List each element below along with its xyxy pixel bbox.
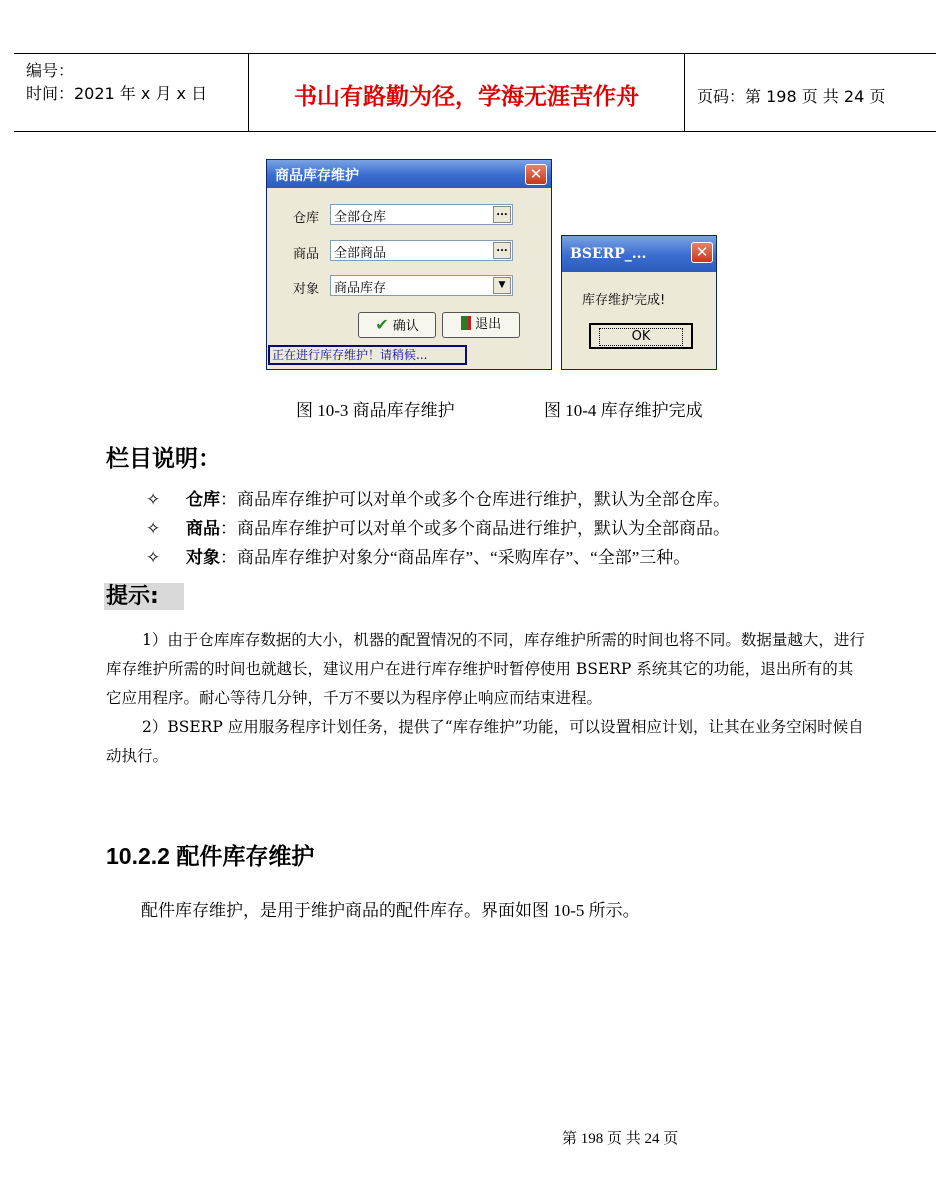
- page-header: [14, 53, 936, 132]
- header-info-cell: [14, 54, 249, 131]
- product-label: 商品: [293, 247, 320, 262]
- ok-button[interactable]: [589, 323, 693, 349]
- diamond-icon: ✧: [146, 548, 161, 567]
- chevron-down-icon[interactable]: ▼: [493, 277, 511, 294]
- section-title: 栏目说明：: [106, 446, 221, 472]
- dialog-titlebar: [562, 236, 716, 272]
- number-label: 编号：: [26, 61, 75, 80]
- page-label: 页码：第 198 页 共 24 页: [697, 87, 886, 106]
- bullet-text: ：商品库存维护可以对单个或多个商品进行维护，默认为全部商品。: [220, 519, 730, 538]
- object-value: 商品库存: [334, 281, 387, 296]
- warehouse-value: 全部仓库: [334, 210, 387, 225]
- ok-label: OK: [599, 328, 684, 346]
- figure-caption-10-4: 图 10-4 库存维护完成: [544, 401, 703, 420]
- object-select[interactable]: [330, 275, 513, 296]
- confirm-label: 确认: [392, 319, 419, 334]
- header-motto-cell: [249, 54, 685, 131]
- product-field[interactable]: [330, 240, 513, 261]
- subsection-title: 10.2.2 配件库存维护: [106, 843, 315, 869]
- tip-paragraph: 2）BSERP 应用服务程序计划任务，提供了“库存维护”功能，可以设置相应计划，让其在业务空闲时候自动执行。: [106, 718, 864, 765]
- tip-paragraph: 1）由于仓库库存数据的大小，机器的配置情况的不同，库存维护所需的时间也将不同。数据量越大，进行库存维护所需的时间也就越长，建议用户在进行库存维护时暂停使用 BSERP 系统其它的功能，退出所有的其它应用程序。耐心等待几分钟，千万不要以为程序停止响应而结束进程。: [106, 631, 865, 707]
- bullet-text: ：商品库存维护对象分“商品库存”、“采购库存”、“全部”三种。: [220, 548, 691, 567]
- dialog-titlebar: [267, 160, 551, 188]
- bullet-item: [146, 543, 690, 568]
- dialog-title: BSERP_...: [570, 246, 647, 262]
- diamond-icon: ✧: [146, 519, 161, 538]
- bullet-text: ：商品库存维护可以对单个或多个仓库进行维护，默认为全部仓库。: [220, 490, 730, 509]
- warehouse-field[interactable]: [330, 204, 513, 225]
- bullet-term: 对象: [186, 548, 220, 567]
- tip-body: [106, 626, 866, 771]
- exit-label: 退出: [475, 317, 502, 332]
- confirm-button[interactable]: [358, 312, 436, 338]
- warehouse-label: 仓库: [293, 211, 320, 226]
- product-value: 全部商品: [334, 246, 387, 261]
- time-label: 时间：2021 年 x 月 x 日: [26, 84, 208, 103]
- bullet-term: 仓库: [186, 490, 220, 509]
- motto: 书山有路勤为径，学海无涯苦作舟: [294, 84, 639, 110]
- bullet-item: [146, 485, 730, 510]
- browse-warehouse-button[interactable]: ...: [493, 206, 511, 223]
- exit-button[interactable]: [442, 312, 520, 338]
- object-label: 对象: [293, 282, 320, 297]
- page-footer: 第 198 页 共 24 页: [562, 1131, 679, 1147]
- close-icon[interactable]: ✕: [525, 164, 547, 185]
- dialog-title: 商品库存维护: [275, 168, 359, 184]
- tip-heading: 提示:: [104, 583, 184, 610]
- diamond-icon: ✧: [146, 490, 161, 509]
- browse-product-button[interactable]: ...: [493, 242, 511, 259]
- checkmark-icon: ✔: [375, 315, 389, 334]
- completion-message: 库存维护完成!: [582, 293, 666, 308]
- close-icon[interactable]: ✕: [691, 242, 713, 263]
- stock-maintenance-dialog: [266, 159, 552, 370]
- body-text: 配件库存维护，是用于维护商品的配件库存。界面如图 10-5 所示。: [141, 901, 640, 920]
- header-page-cell: [685, 54, 936, 131]
- completion-dialog: [561, 235, 717, 370]
- exit-door-icon: [461, 316, 471, 330]
- bullet-item: [146, 514, 730, 539]
- bullet-term: 商品: [186, 519, 220, 538]
- status-bar: 正在进行库存维护！请稍候...: [268, 345, 467, 365]
- figure-caption-10-3: 图 10-3 商品库存维护: [296, 401, 455, 420]
